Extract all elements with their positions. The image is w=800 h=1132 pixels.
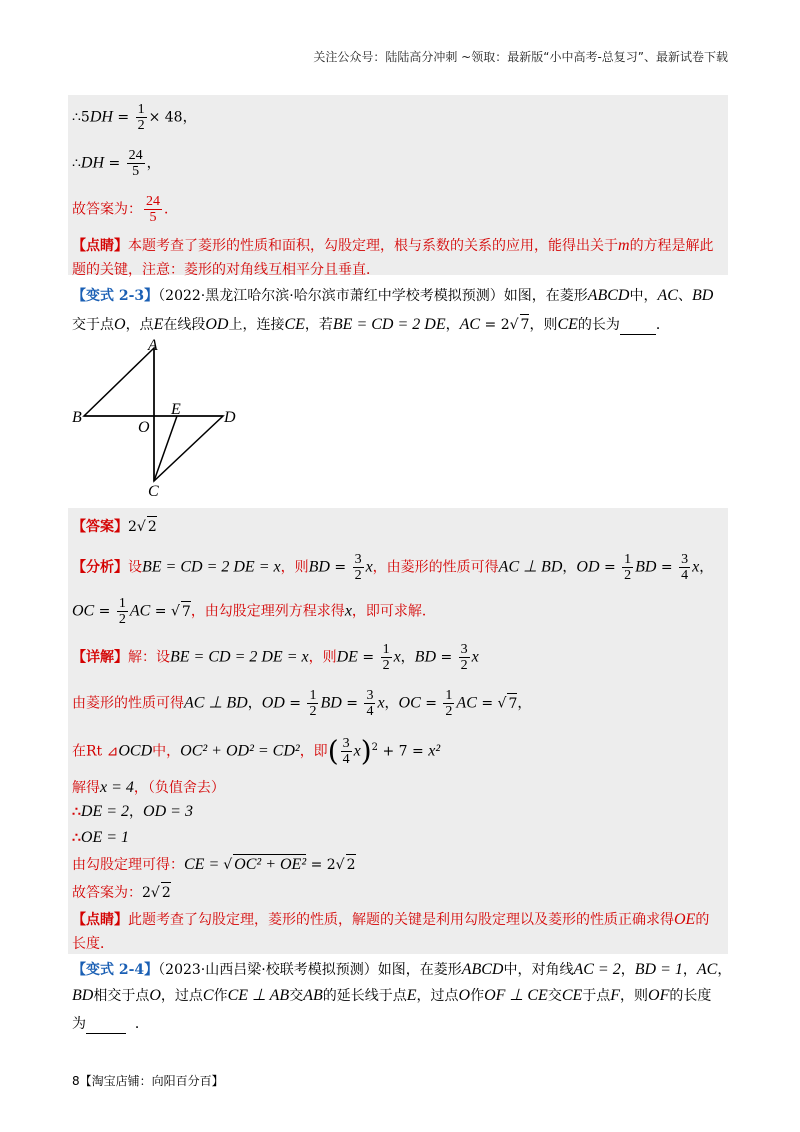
question-24-line-1: 【变式 2-4】（2023·山西吕梁·校联考模拟预测）如图，在菱形ABCD中，对角线AC = 2，BD = 1，AC， bbox=[72, 961, 732, 978]
question-24-line-3: 为 ． bbox=[72, 1016, 149, 1032]
detail-line-2: 由菱形的性质可得AC ⊥ BD，OD = $\frac{1}{2}$ BD = $\frac{3}{4}$ x，OC = $\frac{1}{2}$ AC = √ 7， bbox=[72, 688, 532, 719]
analysis-line-1: 【分析】设BE = CD = 2 DE = x，则BD = $\frac{3}{2}$ x，由菱形的性质可得AC ⊥ BD，OD = $\frac{1}{2}$ BD = $\frac{3}{4}$ x， bbox=[72, 552, 714, 583]
equation-line-2: ∴DH = $\frac{24}{5}$ ， bbox=[72, 148, 161, 179]
equation-line-1: ∴5DH = $\frac{1}{2}$ × 48， bbox=[72, 102, 197, 133]
answer-blank-24 bbox=[86, 1033, 126, 1034]
answer-23: 【答案】2√ 2 bbox=[72, 516, 157, 537]
comment-line-2: 题的关键，注意：菱形的对角线互相平分且垂直． bbox=[72, 262, 380, 278]
label-b: B bbox=[72, 409, 82, 426]
detail-line-4: 解得x = 4，（负值舍去） bbox=[72, 779, 225, 796]
label-e: E bbox=[171, 401, 181, 418]
comment-line-1: 【点睛】本题考查了菱形的性质和面积，勾股定理，根与系数的关系的应用，能得出关于m的方程是解此 bbox=[72, 237, 714, 254]
question-23-line-1: 【变式 2-3】（2022·黑龙江哈尔滨·哈尔滨市萧红中学校考模拟预测）如图，在菱形ABCD中，AC、BD bbox=[72, 287, 714, 304]
comment-23-line-2: 长度． bbox=[72, 936, 114, 952]
page-number: 8 bbox=[72, 1074, 80, 1088]
detail-line-1: 【详解】解：设BE = CD = 2 DE = x，则DE = $\frac{1}{2}$ x，BD = $\frac{3}{2}$ x bbox=[72, 642, 479, 673]
question-23-line-2: 交于点O，点E在线段OD上，连接CE，若BE = CD = 2 DE，AC = 2√ 7，则CE的长为 ． bbox=[72, 316, 670, 333]
answer-line: 故答案为： $\frac{24}{5}$ ． bbox=[72, 194, 178, 225]
label-o: O bbox=[138, 419, 150, 436]
label-c: C bbox=[148, 483, 159, 500]
label-d: D bbox=[224, 409, 236, 426]
page-header: 关注公众号：陆陆高分冲刺 ~领取：最新版“小中高考-总复习”、最新试卷下载 bbox=[313, 50, 728, 64]
comment-23-line-1: 【点睛】此题考查了勾股定理，菱形的性质，解题的关键是利用勾股定理以及菱形的性质正确求得OE的 bbox=[72, 911, 710, 928]
detail-line-3: 在Rt ⊿OCD中，OC² + OD² = CD²，即( $\frac{3}{4}$ x)$^2$ + 7 = x² bbox=[72, 734, 441, 768]
detail-line-8: 故答案为：2√ 2 bbox=[72, 882, 171, 903]
question-24-line-2: BD相交于点O，过点C作CE ⊥ AB交AB的延长线于点E，过点O作OF ⊥ CE交CE于点F，则OF的长度 bbox=[72, 987, 712, 1004]
detail-line-7: 由勾股定理可得：CE = √ OC² + OE² = 2√ 2 bbox=[72, 856, 356, 873]
detail-line-5: ∴DE = 2，OD = 3 bbox=[72, 803, 193, 820]
page-footer bbox=[72, 1072, 224, 1089]
segment-ce bbox=[154, 416, 177, 481]
label-a: A bbox=[148, 337, 158, 354]
answer-blank bbox=[620, 334, 656, 335]
shop-name: 【淘宝店铺：向阳百分百】 bbox=[79, 1074, 224, 1088]
analysis-line-2: OC = $\frac{1}{2}$ AC = √ 7，由勾股定理列方程求得x，即可求解． bbox=[72, 596, 436, 627]
detail-line-6: ∴OE = 1 bbox=[72, 829, 130, 846]
rhombus-figure bbox=[70, 336, 250, 501]
